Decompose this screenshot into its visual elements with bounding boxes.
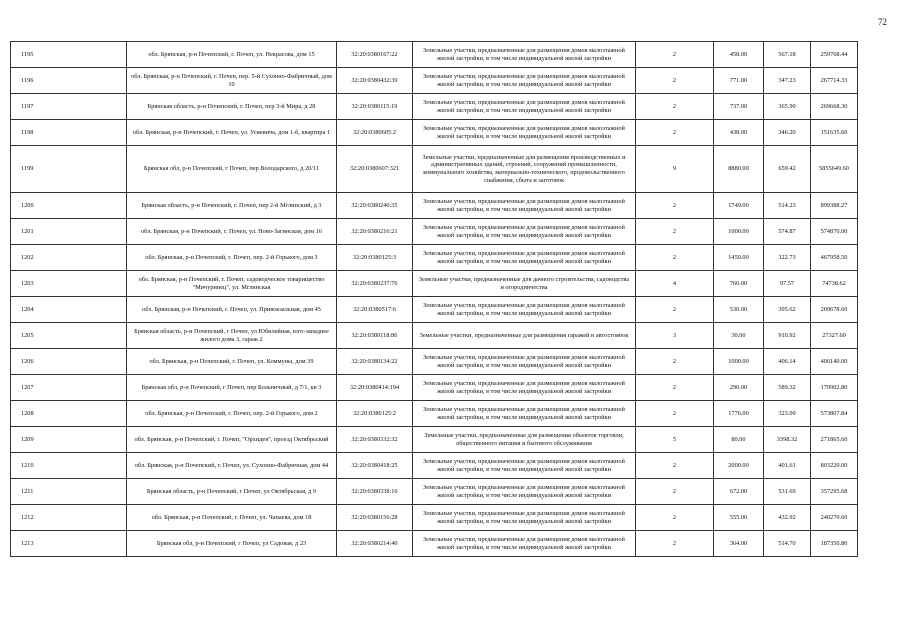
- specific-value-cell: 365.90: [764, 94, 811, 120]
- cadastral-value-table: [10, 41, 858, 557]
- specific-value-cell: 574.87: [764, 219, 811, 245]
- address-cell: обл. Брянская, р-н Почепский, г. Почеп, ул. Коммуны, дом 39: [127, 349, 337, 375]
- table-row: [11, 120, 858, 146]
- table-row: [11, 219, 858, 245]
- cadastral-value-cell: 5855649.60: [811, 146, 858, 193]
- group-cell: 2: [636, 245, 714, 271]
- table-row: [11, 505, 858, 531]
- table-row: [11, 427, 858, 453]
- area-cell: 1749.00: [714, 193, 764, 219]
- table-row: [11, 42, 858, 68]
- specific-value-cell: 347.23: [764, 68, 811, 94]
- group-cell: 2: [636, 42, 714, 68]
- address-cell: обл. Брянская, р-н Почепский, г. Почеп, пер. 2-й Горького, дом 3: [127, 245, 337, 271]
- area-cell: 364.00: [714, 531, 764, 557]
- cadastral-number-cell: 32:20:0380156:28: [337, 505, 413, 531]
- area-cell: 672.00: [714, 479, 764, 505]
- land-use-cell: Земельные участки, предназначенные для размещения домов малоэтажной жилой застройки, в том числе индивидуальной жилой застройки: [413, 453, 636, 479]
- specific-value-cell: 589.32: [764, 375, 811, 401]
- cadastral-value-cell: 269668.30: [811, 94, 858, 120]
- address-cell: обл. Брянская, р-н Почепский, г. Почеп, пер. 2-й Горького, дом 2: [127, 401, 337, 427]
- cadastral-number-cell: 32:20:0380118:86: [337, 323, 413, 349]
- table-row: [11, 479, 858, 505]
- row-number: 1204: [11, 297, 127, 323]
- cadastral-value-cell: 467958.50: [811, 245, 858, 271]
- row-number: 1213: [11, 531, 127, 557]
- row-number: 1212: [11, 505, 127, 531]
- land-use-cell: Земельные участки, предназначенные для размещения домов малоэтажной жилой застройки, в том числе индивидуальной жилой застройки: [413, 401, 636, 427]
- cadastral-value-cell: 271865.60: [811, 427, 858, 453]
- row-number: 1206: [11, 349, 127, 375]
- cadastral-value-cell: 170902.80: [811, 375, 858, 401]
- row-number: 1195: [11, 42, 127, 68]
- cadastral-number-cell: 32:20:0380125:2: [337, 401, 413, 427]
- land-use-cell: Земельные участки, предназначенные для размещения производственных и административных зданий, строений, сооружений промышленности, коммунального хозяйства, материально-технического, продовольственного снабжения, сбыта и заготовок: [413, 146, 636, 193]
- land-use-cell: Земельные участки, предназначенные для размещения домов малоэтажной жилой застройки, в том числе индивидуальной жилой застройки: [413, 297, 636, 323]
- cadastral-number-cell: 32:20:0380115:19: [337, 94, 413, 120]
- row-number: 1208: [11, 401, 127, 427]
- table-row: [11, 94, 858, 120]
- land-use-cell: Земельные участки, предназначенные для размещения домов малоэтажной жилой застройки, в том числе индивидуальной жилой застройки: [413, 349, 636, 375]
- table-row: [11, 271, 858, 297]
- cadastral-number-cell: 32:20:0380167:22: [337, 42, 413, 68]
- address-cell: обл. Брянская, р-н Почепский, г. Почеп, пер. 5-й Сухонно-Фабричный, дом 10: [127, 68, 337, 94]
- address-cell: Брянская обл, р-н Почепский, г Почеп, ул Садовая, д 23: [127, 531, 337, 557]
- land-use-cell: Земельные участки, предназначенные для размещения домов малоэтажной жилой застройки, в том числе индивидуальной жилой застройки: [413, 505, 636, 531]
- group-cell: 2: [636, 120, 714, 146]
- specific-value-cell: 3398.32: [764, 427, 811, 453]
- address-cell: Брянская область, р-н Почепский, г. Почеп, пер 3-й Мира, д 28: [127, 94, 337, 120]
- cadastral-value-cell: 151635.60: [811, 120, 858, 146]
- group-cell: 2: [636, 453, 714, 479]
- area-cell: 555.00: [714, 505, 764, 531]
- land-use-cell: Земельные участки, предназначенные для размещения домов малоэтажной жилой застройки, в том числе индивидуальной жилой застройки: [413, 94, 636, 120]
- row-number: 1199: [11, 146, 127, 193]
- land-use-cell: Земельные участки, предназначенные для размещения домов малоэтажной жилой застройки, в том числе индивидуальной жилой застройки: [413, 375, 636, 401]
- area-cell: 766.00: [714, 271, 764, 297]
- group-cell: 2: [636, 401, 714, 427]
- area-cell: 530.00: [714, 297, 764, 323]
- specific-value-cell: 97.57: [764, 271, 811, 297]
- cadastral-value-cell: 209678.60: [811, 297, 858, 323]
- cadastral-value-cell: 259768.44: [811, 42, 858, 68]
- area-cell: 290.00: [714, 375, 764, 401]
- area-cell: 80.00: [714, 427, 764, 453]
- specific-value-cell: 514.70: [764, 531, 811, 557]
- cadastral-value-cell: 803220.00: [811, 453, 858, 479]
- group-cell: 2: [636, 349, 714, 375]
- row-number: 1198: [11, 120, 127, 146]
- row-number: 1209: [11, 427, 127, 453]
- specific-value-cell: 659.42: [764, 146, 811, 193]
- address-cell: обл. Брянская, р-н Почепский, г. Почеп, ул. Усиевича, дом 1-б, квартира 1: [127, 120, 337, 146]
- specific-value-cell: 346.20: [764, 120, 811, 146]
- area-cell: 30.00: [714, 323, 764, 349]
- land-use-cell: Земельные участки, предназначенные для размещения домов малоэтажной жилой застройки, в том числе индивидуальной жилой застройки: [413, 68, 636, 94]
- specific-value-cell: 406.14: [764, 349, 811, 375]
- table-row: [11, 193, 858, 219]
- cadastral-number-cell: 32:20:0380125:3: [337, 245, 413, 271]
- specific-value-cell: 432.92: [764, 505, 811, 531]
- area-cell: 1000.00: [714, 219, 764, 245]
- table-body: [11, 42, 858, 557]
- cadastral-number-cell: 32:20:0380517:6: [337, 297, 413, 323]
- specific-value-cell: 514.23: [764, 193, 811, 219]
- address-cell: обл. Брянская, р-н Почепский, г. Почеп, ул. Привокзальная, дом 45: [127, 297, 337, 323]
- row-number: 1205: [11, 323, 127, 349]
- row-number: 1211: [11, 479, 127, 505]
- cadastral-value-cell: 574870.00: [811, 219, 858, 245]
- group-cell: 5: [636, 427, 714, 453]
- group-cell: 2: [636, 375, 714, 401]
- address-cell: Брянская обл, р-н Почепский, г Почеп, пер Больничный, д 7/1, кв 3: [127, 375, 337, 401]
- row-number: 1203: [11, 271, 127, 297]
- row-number: 1200: [11, 193, 127, 219]
- address-cell: Брянская область, р-н Почепский, г Почеп, ул Юбилейная, юго-западнее жилого дома 3, гараж 2: [127, 323, 337, 349]
- address-cell: обл. Брянская, р-н Почепский, г. Почеп, ул. Сухонно-Фабричная, дом 44: [127, 453, 337, 479]
- specific-value-cell: 322.73: [764, 245, 811, 271]
- area-cell: 737.00: [714, 94, 764, 120]
- specific-value-cell: 567.18: [764, 42, 811, 68]
- land-use-cell: Земельные участки, предназначенные для дачного строительства, садоводства и огородничества: [413, 271, 636, 297]
- cadastral-number-cell: 32:20:0380237:76: [337, 271, 413, 297]
- table-row: [11, 68, 858, 94]
- area-cell: 438.00: [714, 120, 764, 146]
- land-use-cell: Земельные участки, предназначенные для размещения домов малоэтажной жилой застройки, в том числе индивидуальной жилой застройки: [413, 219, 636, 245]
- area-cell: 1000.00: [714, 349, 764, 375]
- cadastral-number-cell: 32:20:0380414:194: [337, 375, 413, 401]
- cadastral-value-cell: 267714.33: [811, 68, 858, 94]
- address-cell: обл. Брянская, р-н Почепский, г. Почеп, садоводческое товарищество "Мичуринец", ул. Мглинская: [127, 271, 337, 297]
- group-cell: 2: [636, 297, 714, 323]
- address-cell: Брянская обл, р-н Почепский, г Почеп, пер Володарского, д 20/11: [127, 146, 337, 193]
- table-row: [11, 146, 858, 193]
- area-cell: 1450.00: [714, 245, 764, 271]
- cadastral-number-cell: 32:20:0380607:321: [337, 146, 413, 193]
- table-row: [11, 349, 858, 375]
- address-cell: обл. Брянская, р-н Почепский, г. Почеп, ул. Чапаева, дом 18: [127, 505, 337, 531]
- cadastral-number-cell: 32:20:0380216:21: [337, 219, 413, 245]
- group-cell: 2: [636, 479, 714, 505]
- land-use-cell: Земельные участки, предназначенные для размещения домов малоэтажной жилой застройки, в том числе индивидуальной жилой застройки: [413, 120, 636, 146]
- cadastral-number-cell: 32:20:0380240:35: [337, 193, 413, 219]
- area-cell: 8880.00: [714, 146, 764, 193]
- cadastral-number-cell: 32:20:0380214:40: [337, 531, 413, 557]
- row-number: 1210: [11, 453, 127, 479]
- cadastral-value-cell: 573807.84: [811, 401, 858, 427]
- table-row: [11, 323, 858, 349]
- page-number: 72: [878, 17, 887, 27]
- group-cell: 2: [636, 94, 714, 120]
- land-use-cell: Земельные участки, предназначенные для размещения домов малоэтажной жилой застройки, в том числе индивидуальной жилой застройки: [413, 531, 636, 557]
- cadastral-value-cell: 74738.62: [811, 271, 858, 297]
- group-cell: 4: [636, 271, 714, 297]
- row-number: 1201: [11, 219, 127, 245]
- specific-value-cell: 910.92: [764, 323, 811, 349]
- group-cell: 3: [636, 323, 714, 349]
- cadastral-number-cell: 32:20:0380134:22: [337, 349, 413, 375]
- area-cell: 771.00: [714, 68, 764, 94]
- land-use-cell: Земельные участки, предназначенные для размещения объектов торговли, общественного питания и бытового обслуживания: [413, 427, 636, 453]
- cadastral-value-cell: 357295.68: [811, 479, 858, 505]
- row-number: 1196: [11, 68, 127, 94]
- group-cell: 2: [636, 505, 714, 531]
- specific-value-cell: 531.69: [764, 479, 811, 505]
- group-cell: 2: [636, 68, 714, 94]
- table-row: [11, 401, 858, 427]
- land-use-cell: Земельные участки, предназначенные для размещения домов малоэтажной жилой застройки, в том числе индивидуальной жилой застройки: [413, 245, 636, 271]
- group-cell: 2: [636, 531, 714, 557]
- specific-value-cell: 323.09: [764, 401, 811, 427]
- address-cell: обл. Брянская, р-н Почепский, г. Почеп, "Орхидея", проезд Октябрьский: [127, 427, 337, 453]
- table-row: [11, 245, 858, 271]
- row-number: 1202: [11, 245, 127, 271]
- area-cell: 2000.00: [714, 453, 764, 479]
- row-number: 1207: [11, 375, 127, 401]
- table-row: [11, 375, 858, 401]
- area-cell: 458.00: [714, 42, 764, 68]
- address-cell: Брянская область, р-н Почепский, г. Почеп, пер 2-й Мглинский, д 3: [127, 193, 337, 219]
- land-use-cell: Земельные участки, предназначенные для размещения домов малоэтажной жилой застройки, в том числе индивидуальной жилой застройки: [413, 479, 636, 505]
- cadastral-number-cell: 32:20:0380605:2: [337, 120, 413, 146]
- group-cell: 9: [636, 146, 714, 193]
- land-use-cell: Земельные участки, предназначенные для размещения гаражей и автостоянок: [413, 323, 636, 349]
- address-cell: обл. Брянская, р-н Почепский, г. Почеп, ул. Некрасова, дом 15: [127, 42, 337, 68]
- address-cell: обл. Брянская, р-н Почепский, г. Почеп, ул. Ново-Загинская, дом 16: [127, 219, 337, 245]
- cadastral-number-cell: 32:20:0380338:16: [337, 479, 413, 505]
- group-cell: 2: [636, 219, 714, 245]
- cadastral-value-cell: 27327.60: [811, 323, 858, 349]
- group-cell: 2: [636, 193, 714, 219]
- area-cell: 1776.00: [714, 401, 764, 427]
- table-row: [11, 453, 858, 479]
- row-number: 1197: [11, 94, 127, 120]
- address-cell: Брянская область, р-н Почепский, г Почеп, ул Октябрьская, д 9: [127, 479, 337, 505]
- table-row: [11, 531, 858, 557]
- cadastral-value-cell: 406140.00: [811, 349, 858, 375]
- cadastral-value-cell: 899388.27: [811, 193, 858, 219]
- cadastral-value-cell: 187350.80: [811, 531, 858, 557]
- specific-value-cell: 401.61: [764, 453, 811, 479]
- cadastral-number-cell: 32:20:0380418:25: [337, 453, 413, 479]
- land-use-cell: Земельные участки, предназначенные для размещения домов малоэтажной жилой застройки, в том числе индивидуальной жилой застройки: [413, 193, 636, 219]
- cadastral-number-cell: 32:20:0380332:32: [337, 427, 413, 453]
- table-row: [11, 297, 858, 323]
- land-use-cell: Земельные участки, предназначенные для размещения домов малоэтажной жилой застройки, в том числе индивидуальной жилой застройки: [413, 42, 636, 68]
- cadastral-number-cell: 32:20:0380432:39: [337, 68, 413, 94]
- specific-value-cell: 395.62: [764, 297, 811, 323]
- cadastral-value-cell: 240270.60: [811, 505, 858, 531]
